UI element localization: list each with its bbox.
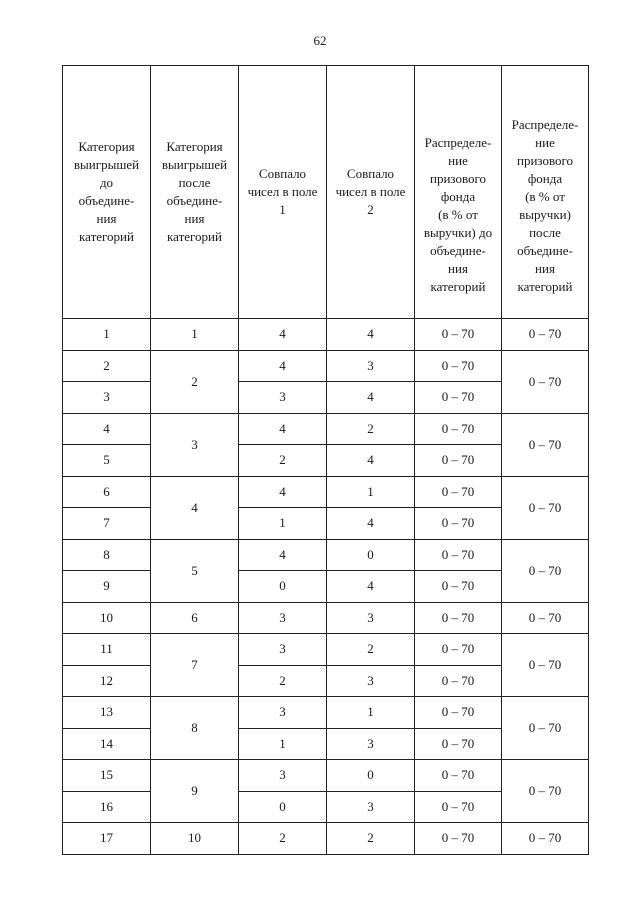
matched-field-2-cell: 2 <box>327 413 415 445</box>
table-row <box>63 634 589 666</box>
distribution-after-cell: 0 – 70 <box>502 634 589 697</box>
header-distribution-after <box>502 66 589 319</box>
matched-field-1-cell: 3 <box>239 760 327 792</box>
category-before-cell: 3 <box>63 382 151 414</box>
header-line: (в % от <box>438 207 478 222</box>
matched-field-2-cell: 4 <box>327 571 415 603</box>
category-after-cell: 9 <box>151 760 239 823</box>
matched-field-1-cell: 1 <box>239 508 327 540</box>
header-line: выручки) до <box>423 225 493 240</box>
header-line: ния <box>184 211 205 226</box>
table-row <box>63 760 589 792</box>
category-before-cell: 12 <box>63 665 151 697</box>
header-category-before <box>63 66 151 319</box>
header-line: чисел в поле <box>335 184 406 199</box>
header-line: ние <box>448 153 468 168</box>
distribution-after-cell: 0 – 70 <box>502 319 589 351</box>
table-body <box>63 319 589 855</box>
category-before-cell: 4 <box>63 413 151 445</box>
table-row <box>63 350 589 382</box>
category-before-cell: 6 <box>63 476 151 508</box>
header-line: до <box>99 175 114 190</box>
matched-field-1-cell: 4 <box>239 413 327 445</box>
matched-field-1-cell: 2 <box>239 445 327 477</box>
header-line: ния <box>535 261 555 276</box>
matched-field-2-cell: 1 <box>327 697 415 729</box>
header-line: Категория <box>166 139 223 154</box>
header-line: Категория <box>78 139 135 154</box>
category-before-cell: 11 <box>63 634 151 666</box>
table-row <box>63 413 589 445</box>
category-after-cell: 10 <box>151 823 239 855</box>
matched-field-1-cell: 3 <box>239 697 327 729</box>
matched-field-1-cell: 4 <box>239 539 327 571</box>
header-matched-field-1 <box>239 66 327 319</box>
matched-field-2-cell: 3 <box>327 602 415 634</box>
table-header <box>63 66 589 319</box>
header-line: ния <box>448 261 468 276</box>
matched-field-2-cell: 0 <box>327 539 415 571</box>
distribution-before-cell: 0 – 70 <box>415 508 502 540</box>
header-matched-field-2 <box>327 66 415 319</box>
table-row <box>63 476 589 508</box>
header-line: призового <box>429 171 487 186</box>
category-before-cell: 14 <box>63 728 151 760</box>
distribution-after-cell: 0 – 70 <box>502 697 589 760</box>
distribution-after-cell: 0 – 70 <box>502 539 589 602</box>
category-before-cell: 10 <box>63 602 151 634</box>
distribution-before-cell: 0 – 70 <box>415 413 502 445</box>
matched-field-2-cell: 1 <box>327 476 415 508</box>
matched-field-2-cell: 4 <box>327 319 415 351</box>
matched-field-2-cell: 2 <box>327 823 415 855</box>
page-number: 62 <box>313 33 327 48</box>
matched-field-1-cell: 2 <box>239 823 327 855</box>
header-line: Распределе- <box>424 135 492 150</box>
header-line: Совпало <box>258 166 307 181</box>
category-before-cell: 1 <box>63 319 151 351</box>
header-line: фонда <box>440 189 476 204</box>
category-after-cell: 7 <box>151 634 239 697</box>
header-line: выручки) <box>519 207 571 222</box>
header-line: (в % от <box>525 189 565 204</box>
distribution-before-cell: 0 – 70 <box>415 319 502 351</box>
header-line: категорий <box>79 229 134 244</box>
matched-field-2-cell: 3 <box>327 665 415 697</box>
category-before-cell: 7 <box>63 508 151 540</box>
category-before-cell: 2 <box>63 350 151 382</box>
category-after-cell: 2 <box>151 350 239 413</box>
distribution-after-cell: 0 – 70 <box>502 602 589 634</box>
matched-field-1-cell: 4 <box>239 319 327 351</box>
matched-field-1-cell: 3 <box>239 382 327 414</box>
distribution-before-cell: 0 – 70 <box>415 382 502 414</box>
matched-field-2-cell: 2 <box>327 634 415 666</box>
distribution-before-cell: 0 – 70 <box>415 665 502 697</box>
distribution-before-cell: 0 – 70 <box>415 445 502 477</box>
header-line: категорий <box>167 229 222 244</box>
category-after-cell: 3 <box>151 413 239 476</box>
matched-field-2-cell: 0 <box>327 760 415 792</box>
header-distribution-before <box>415 66 502 319</box>
category-before-cell: 5 <box>63 445 151 477</box>
header-line: выигрышей <box>73 157 140 172</box>
header-line: 1 <box>279 202 286 217</box>
header-line: Распределе- <box>511 117 579 132</box>
matched-field-1-cell: 1 <box>239 728 327 760</box>
header-line: объедине- <box>166 193 223 208</box>
distribution-before-cell: 0 – 70 <box>415 602 502 634</box>
matched-field-1-cell: 0 <box>239 571 327 603</box>
matched-field-1-cell: 2 <box>239 665 327 697</box>
distribution-before-cell: 0 – 70 <box>415 760 502 792</box>
category-before-cell: 9 <box>63 571 151 603</box>
distribution-before-cell: 0 – 70 <box>415 539 502 571</box>
category-after-cell: 4 <box>151 476 239 539</box>
table-row <box>63 823 589 855</box>
distribution-after-cell: 0 – 70 <box>502 413 589 476</box>
category-after-cell: 6 <box>151 602 239 634</box>
header-line: объедине- <box>517 243 573 258</box>
matched-field-1-cell: 3 <box>239 634 327 666</box>
matched-field-2-cell: 3 <box>327 728 415 760</box>
distribution-after-cell: 0 – 70 <box>502 350 589 413</box>
matched-field-2-cell: 4 <box>327 445 415 477</box>
distribution-before-cell: 0 – 70 <box>415 697 502 729</box>
category-before-cell: 17 <box>63 823 151 855</box>
distribution-after-cell: 0 – 70 <box>502 760 589 823</box>
prize-distribution-table <box>62 65 589 855</box>
header-line: Совпало <box>346 166 395 181</box>
header-line: после <box>178 175 211 190</box>
distribution-before-cell: 0 – 70 <box>415 791 502 823</box>
distribution-after-cell: 0 – 70 <box>502 823 589 855</box>
header-line: категорий <box>430 279 486 294</box>
distribution-after-cell: 0 – 70 <box>502 476 589 539</box>
matched-field-1-cell: 3 <box>239 602 327 634</box>
category-before-cell: 15 <box>63 760 151 792</box>
matched-field-2-cell: 4 <box>327 382 415 414</box>
distribution-before-cell: 0 – 70 <box>415 634 502 666</box>
header-line: 2 <box>367 202 374 217</box>
matched-field-2-cell: 3 <box>327 350 415 382</box>
header-line: фонда <box>527 171 563 186</box>
category-before-cell: 13 <box>63 697 151 729</box>
distribution-before-cell: 0 – 70 <box>415 823 502 855</box>
matched-field-2-cell: 4 <box>327 508 415 540</box>
header-row <box>63 66 589 319</box>
table-row <box>63 602 589 634</box>
header-line: ния <box>96 211 117 226</box>
distribution-before-cell: 0 – 70 <box>415 728 502 760</box>
header-line: объедине- <box>78 193 135 208</box>
header-line: призового <box>516 153 574 168</box>
header-line: объедине- <box>430 243 486 258</box>
header-line: категорий <box>517 279 573 294</box>
table-row <box>63 697 589 729</box>
header-line: выигрышей <box>161 157 228 172</box>
matched-field-1-cell: 4 <box>239 350 327 382</box>
category-before-cell: 16 <box>63 791 151 823</box>
matched-field-1-cell: 0 <box>239 791 327 823</box>
distribution-before-cell: 0 – 70 <box>415 350 502 382</box>
category-after-cell: 5 <box>151 539 239 602</box>
header-line: чисел в поле <box>247 184 318 199</box>
table-row <box>63 539 589 571</box>
distribution-before-cell: 0 – 70 <box>415 571 502 603</box>
category-after-cell: 1 <box>151 319 239 351</box>
header-category-after <box>151 66 239 319</box>
category-before-cell: 8 <box>63 539 151 571</box>
table-row <box>63 319 589 351</box>
header-line: ние <box>535 135 555 150</box>
matched-field-1-cell: 4 <box>239 476 327 508</box>
distribution-before-cell: 0 – 70 <box>415 476 502 508</box>
header-line: после <box>529 225 561 240</box>
matched-field-2-cell: 3 <box>327 791 415 823</box>
category-after-cell: 8 <box>151 697 239 760</box>
